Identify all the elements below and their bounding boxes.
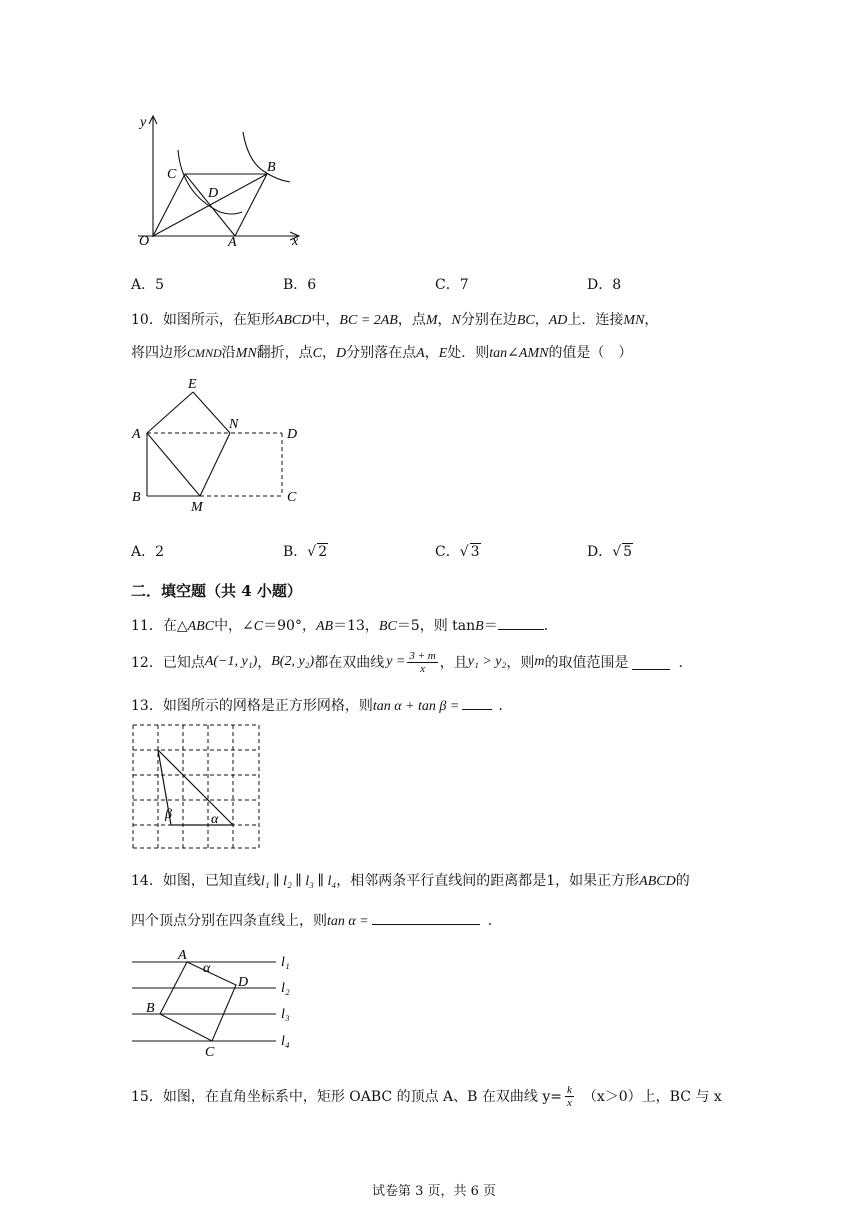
q13-answer-blank[interactable] [462,695,492,710]
q10-line1: 10．如图所示，在矩形ABCD中，BC = 2AB，点M，N分别在边BC，AD上．连接MN， [131,312,659,328]
label-O: O [139,234,150,249]
label-A: A [178,948,187,963]
square-ABCD [160,962,236,1041]
label-alpha: α [211,812,219,827]
label-l2: l₂ [281,981,290,996]
q14-line2: 四个顶点分别在四条直线上，则tan α = ． [131,910,502,930]
label-B: B [267,160,276,175]
label-B: B [132,490,141,505]
label-A: A [132,427,141,442]
label-beta: β [165,807,172,822]
q14-answer-blank[interactable] [372,910,480,925]
label-C: C [167,167,177,182]
q15-fraction: $\frac{k}{x}$ [566,1083,572,1109]
segment-EN [193,392,230,433]
section-title-fill-in: 二．填空题（共 4 小题） [131,582,302,600]
label-alpha: α [203,961,211,976]
q9-option-c: C．7 [435,277,469,293]
label-B: B [146,1001,155,1016]
q9-figure [130,112,310,252]
label-D: D [287,427,298,442]
label-N: N [229,417,239,432]
label-M: M [191,500,203,515]
q12-answer-blank[interactable] [632,655,670,670]
label-A: A [228,235,237,250]
q10-figure [130,375,320,515]
q9-option-d: D．8 [587,277,622,293]
q9-option-b: B．6 [283,277,317,293]
q10-number: 10． [131,312,163,328]
q12-fraction: $\frac{3 + m}{x}$ [409,649,436,675]
label-E: E [188,377,197,392]
q10-option-d: D．√ 5 [587,544,633,560]
segment-AE [147,392,193,433]
q11: 11．在△ABC中，∠C＝90°，AB＝13，BC＝5，则 tanB＝ ． [131,615,558,635]
page-footer: 试卷第 3 页，共 6 页 [371,1184,497,1199]
q10-option-c: C．√ 3 [435,544,480,560]
q9-option-a: A．5 [131,277,165,293]
label-D: D [208,186,219,201]
label-C: C [287,490,297,505]
q11-answer-blank[interactable] [498,615,544,630]
q14-figure [130,945,305,1060]
q10-option-a: A．2 [131,544,165,560]
label-D: D [238,975,249,990]
label-l1: l₁ [281,955,290,970]
diagonal-CA [185,174,235,236]
q10-line2: 将四边形CMND沿MN翻折，点C，D分别落在点A，E处．则tan∠AMN的值是（ ） [131,345,633,361]
q15: 15． 如图，在直角坐标系中，矩形 OABC 的顶点 A、B 在双曲线 y= $\frac{k}{x}$ （x＞0）上，BC 与 x [131,1083,722,1109]
q10-option-b: B．√ 2 [283,544,328,560]
label-y: y [140,115,147,130]
segment-AM [147,433,200,496]
q12: 12． 已知点 A(−1, y₁) ， B(2, y₂) 都在双曲线 y = $\frac{3 + m}{x}$ ，且 y₁ > y₂ ，则 m 的取值范围是 ． [131,649,693,675]
label-l4: l₄ [281,1034,290,1049]
segment-MN [200,433,230,496]
q14-line1: 14．如图，已知直线l₁ ∥ l₂ ∥ l₃ ∥ l₄，相邻两条平行直线间的距离都是1，如果正方形ABCD的 [131,873,690,889]
label-C: C [205,1045,215,1060]
q13-grid-figure [130,722,265,852]
label-l3: l₃ [281,1007,290,1022]
label-x: x [292,234,299,249]
q13: 13．如图所示的网格是正方形网格，则tan α + tan β = ． [131,695,512,715]
